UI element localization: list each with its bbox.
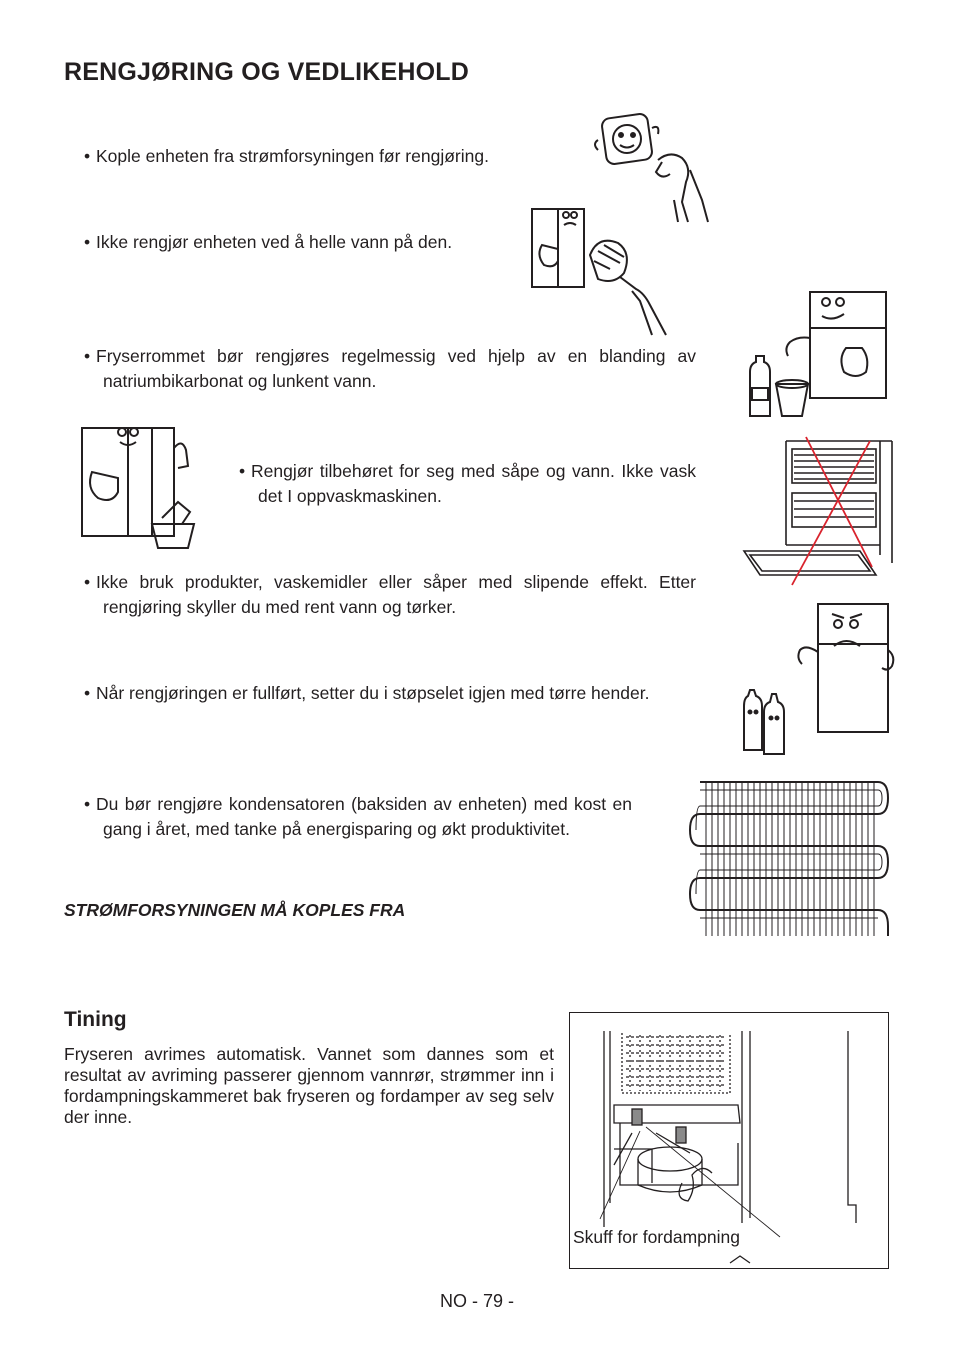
bullet: • xyxy=(84,346,91,366)
no-dishwasher-illustration xyxy=(740,435,895,590)
instruction-text: Kople enheten fra strømforsyningen før rengjøring. xyxy=(96,146,489,166)
instruction-item xyxy=(84,570,696,620)
instruction-text: Ikke rengjør enheten ved å helle vann på den. xyxy=(96,232,453,252)
evaporation-tray-figure xyxy=(569,1012,889,1269)
power-warning: STRØMFORSYNINGEN MÅ KOPLES FRA xyxy=(64,900,406,920)
page-title: RENGJØRING OG VEDLIKEHOLD xyxy=(64,58,470,86)
defrost-paragraph: Fryseren avrimes automatisk. Vannet som dannes som et resultat av avriming passerer gjennom vannrør, strømmer inn i fordampningskammeret bak fryseren og fordamper av seg selv der inne. xyxy=(64,1044,554,1127)
bullet: • xyxy=(84,146,91,166)
bullet: • xyxy=(84,232,91,252)
instruction-text: Når rengjøringen er fullført, setter du i støpselet igjen med tørre hender. xyxy=(96,683,650,703)
instruction-item xyxy=(84,344,696,394)
instruction-text: Du bør rengjøre kondensatoren (baksiden av enheten) med kost en gang i året, med tanke på energisparing og økt produktivitet. xyxy=(96,794,632,839)
instruction-text: Rengjør tilbehøret for seg med såpe og vann. Ikke vask det I oppvaskmaskinen. xyxy=(251,461,696,506)
no-abrasive-illustration xyxy=(740,600,895,760)
bullet: • xyxy=(84,794,91,814)
figure-caption: Skuff for fordampning xyxy=(573,1227,740,1247)
page-number: NO - 79 - xyxy=(439,1291,514,1311)
instruction-item xyxy=(84,230,524,255)
condenser-illustration xyxy=(686,778,891,938)
instruction-item xyxy=(84,144,604,169)
bullet: • xyxy=(84,572,91,592)
instruction-item xyxy=(84,681,696,706)
bullet: • xyxy=(84,683,91,703)
instruction-text: Fryserrommet bør rengjøres regelmessig ved hjelp av en blanding av natriumbikarbonat og lunkent vann. xyxy=(96,346,696,391)
bullet: • xyxy=(239,461,246,481)
instruction-text: Ikke bruk produkter, vaskemidler eller såper med slipende effekt. Etter rengjøring skyller du med rent vann og tørker. xyxy=(96,572,696,617)
instruction-item xyxy=(239,459,696,509)
no-water-illustration xyxy=(528,205,673,340)
defrost-heading: Tining xyxy=(64,1008,127,1031)
instruction-item xyxy=(84,792,632,842)
baking-soda-illustration xyxy=(740,288,890,418)
wash-accessories-illustration xyxy=(78,418,203,553)
